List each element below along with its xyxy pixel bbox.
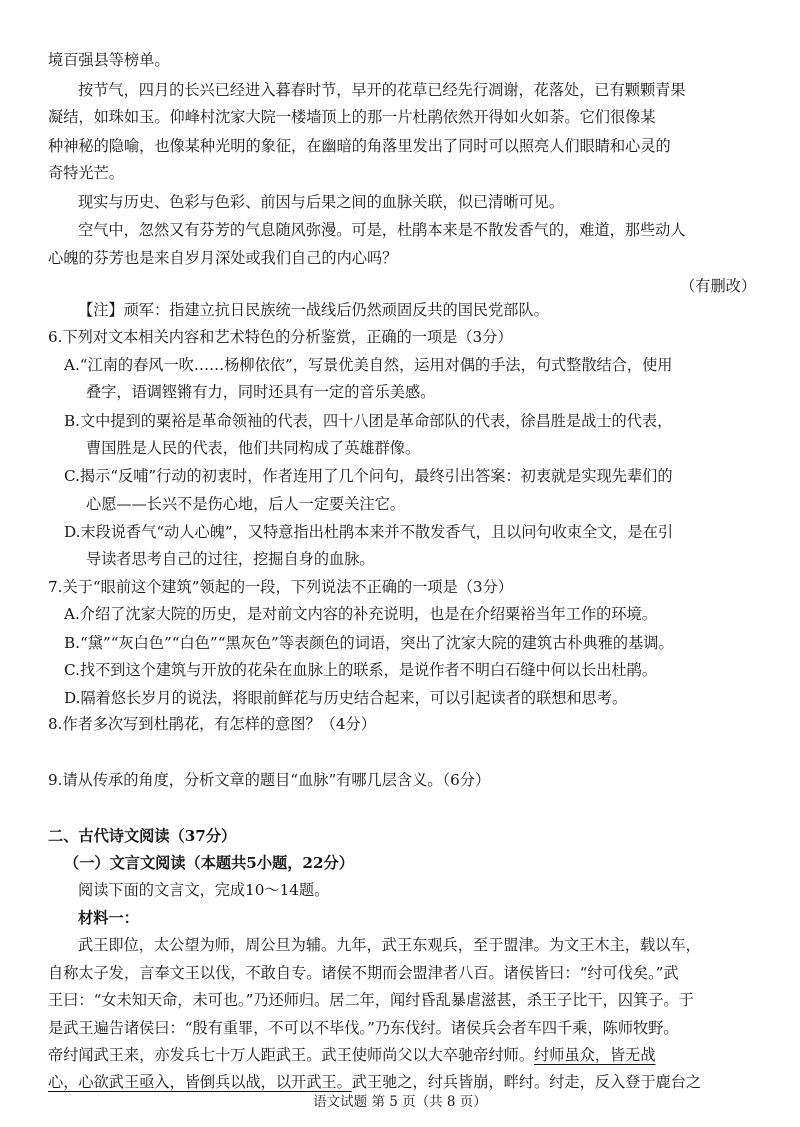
question-6-option-a: A.“江南的春风一吹……杨柳依依”，写景优美自然，运用对偶的手法，句式整散结合，使用 bbox=[64, 356, 673, 374]
source-note: （有删改） bbox=[680, 277, 756, 295]
passage-line: 空气中，忽然又有芬芳的气息随风弥漫。可是，杜鹃本来是不散发香气的，难道，那些动人 bbox=[78, 221, 686, 239]
classical-text-line: 王曰：“女未知天命，未可也。”乃还师归。居二年，闻纣昏乱暴虐滋甚，杀王子比干，囚箕子。于 bbox=[48, 991, 694, 1009]
passage-line: 境百强县等榜单。 bbox=[48, 51, 170, 69]
classical-text-line: 武王即位，太公望为师，周公旦为辅。九年，武王东观兵，至于盟津。为文王木主，载以车， bbox=[78, 936, 701, 954]
passage-line: 种神秘的隐喻，也像某种光明的象征，在幽暗的角落里发出了同时可以照亮人们眼睛和心灵的 bbox=[48, 137, 671, 155]
material-label: 材料一： bbox=[78, 909, 139, 927]
classical-text-line bbox=[48, 1072, 756, 1092]
question-6-option-c-cont: 心愿——长兴不是伤心地，后人一定要关注它。 bbox=[86, 495, 405, 513]
subsection-title: （一）文言文阅读（本题共5小题，22分） bbox=[64, 854, 354, 872]
passage-line: 奇特光芒。 bbox=[48, 164, 124, 182]
question-7-option-b: B.“黛”“灰白色”“白色”“黑灰色”等表颜色的词语，突出了沈家大院的建筑古朴典雅的基调。 bbox=[64, 634, 674, 652]
classical-text-line: 是武王遍告诸侯曰：“殷有重罪，不可以不毕伐。”乃东伐纣。诸侯兵会者车四千乘，陈师牧野。 bbox=[48, 1019, 679, 1037]
question-7-stem: 7.关于“眼前这个建筑”领起的一段，下列说法不正确的一项是（3分） bbox=[48, 578, 513, 596]
question-7-option-c: C.找不到这个建筑与开放的花朵在血脉上的联系，是说作者不明白石缝中何以长出杜鹃。 bbox=[64, 661, 658, 679]
passage-line: 凝结，如珠如玉。仰峰村沈家大院一楼墙顶上的那一片杜鹃依然开得如火如荼。它们很像某 bbox=[48, 108, 656, 126]
question-7-option-a: A.介绍了沈家大院的历史，是对前文内容的补充说明，也是在介绍粟裕当年工作的环境。 bbox=[64, 605, 657, 623]
question-8: 8.作者多次写到杜鹃花，有怎样的意图？（4分） bbox=[48, 715, 376, 733]
question-6-stem: 6.下列对文本相关内容和艺术特色的分析鉴赏，正确的一项是（3分） bbox=[48, 328, 513, 346]
question-6-option-d: D.末段说香气“动人心魄”，又特意指出杜鹃本来并不散发香气，且以问句收束全文，是在引 bbox=[64, 523, 674, 541]
passage-line: 按节气，四月的长兴已经进入暮春时节，早开的花草已经先行凋谢，花落处，已有颗颗青果 bbox=[78, 81, 686, 99]
question-6-option-d-cont: 导读者思考自己的过往，挖掘自身的血脉。 bbox=[86, 550, 375, 568]
reading-instruction: 阅读下面的文言文，完成10～14题。 bbox=[78, 881, 330, 899]
annotation-note: 【注】顽军：指建立抗日民族统一战线后仍然顽固反共的国民党部队。 bbox=[78, 301, 549, 319]
underlined-sentence: 心，心欲武王亟入，皆倒兵以战，以开武王。 bbox=[48, 1073, 352, 1091]
classical-text-line: 自称太子发，言奉文王以伐，不敢自专。诸侯不期而会盟津者八百。诸侯皆曰：“纣可伐矣。”武 bbox=[48, 964, 679, 982]
page-footer: 语文试题 第 5 页（共 8 页） bbox=[313, 1094, 487, 1110]
question-7-option-d: D.隔着悠长岁月的说法，将眼前鲜花与历史结合起来，可以引起读者的联想和思考。 bbox=[64, 689, 628, 707]
question-6-option-b: B.文中提到的粟裕是革命领袖的代表，四十八团是革命部队的代表，徐昌胜是战士的代表， bbox=[64, 412, 673, 430]
passage-line: 心魄的芬芳也是来自岁月深处或我们自己的内心吗？ bbox=[48, 249, 398, 267]
underlined-sentence: 纣师虽众，皆无战 bbox=[534, 1046, 656, 1064]
question-6-option-a-cont: 叠字，语调铿锵有力，同时还具有一定的音乐美感。 bbox=[86, 383, 436, 401]
classical-text-segment: 武王驰之，纣兵皆崩，畔纣。纣走，反入登于鹿台之 bbox=[351, 1073, 702, 1091]
question-6-option-b-cont: 曹国胜是人民的代表，他们共同构成了英雄群像。 bbox=[86, 439, 421, 457]
section-title: 二、古代诗文阅读（37分） bbox=[48, 827, 237, 845]
passage-line: 现实与历史、色彩与色彩、前因与后果之间的血脉关联，似已清晰可见。 bbox=[78, 193, 564, 211]
question-6-option-c: C.揭示“反哺”行动的初衷时，作者连用了几个问句，最终引出答案：初衷就是实现先辈们的 bbox=[64, 467, 673, 485]
classical-text-line bbox=[48, 1045, 756, 1065]
classical-text-segment: 帝纣闻武王来，亦发兵七十万人距武王。武王使师尚父以大卒驰帝纣师。 bbox=[48, 1046, 534, 1064]
question-9: 9.请从传承的角度，分析文章的题目“血脉”有哪几层含义。（6分） bbox=[48, 771, 491, 789]
